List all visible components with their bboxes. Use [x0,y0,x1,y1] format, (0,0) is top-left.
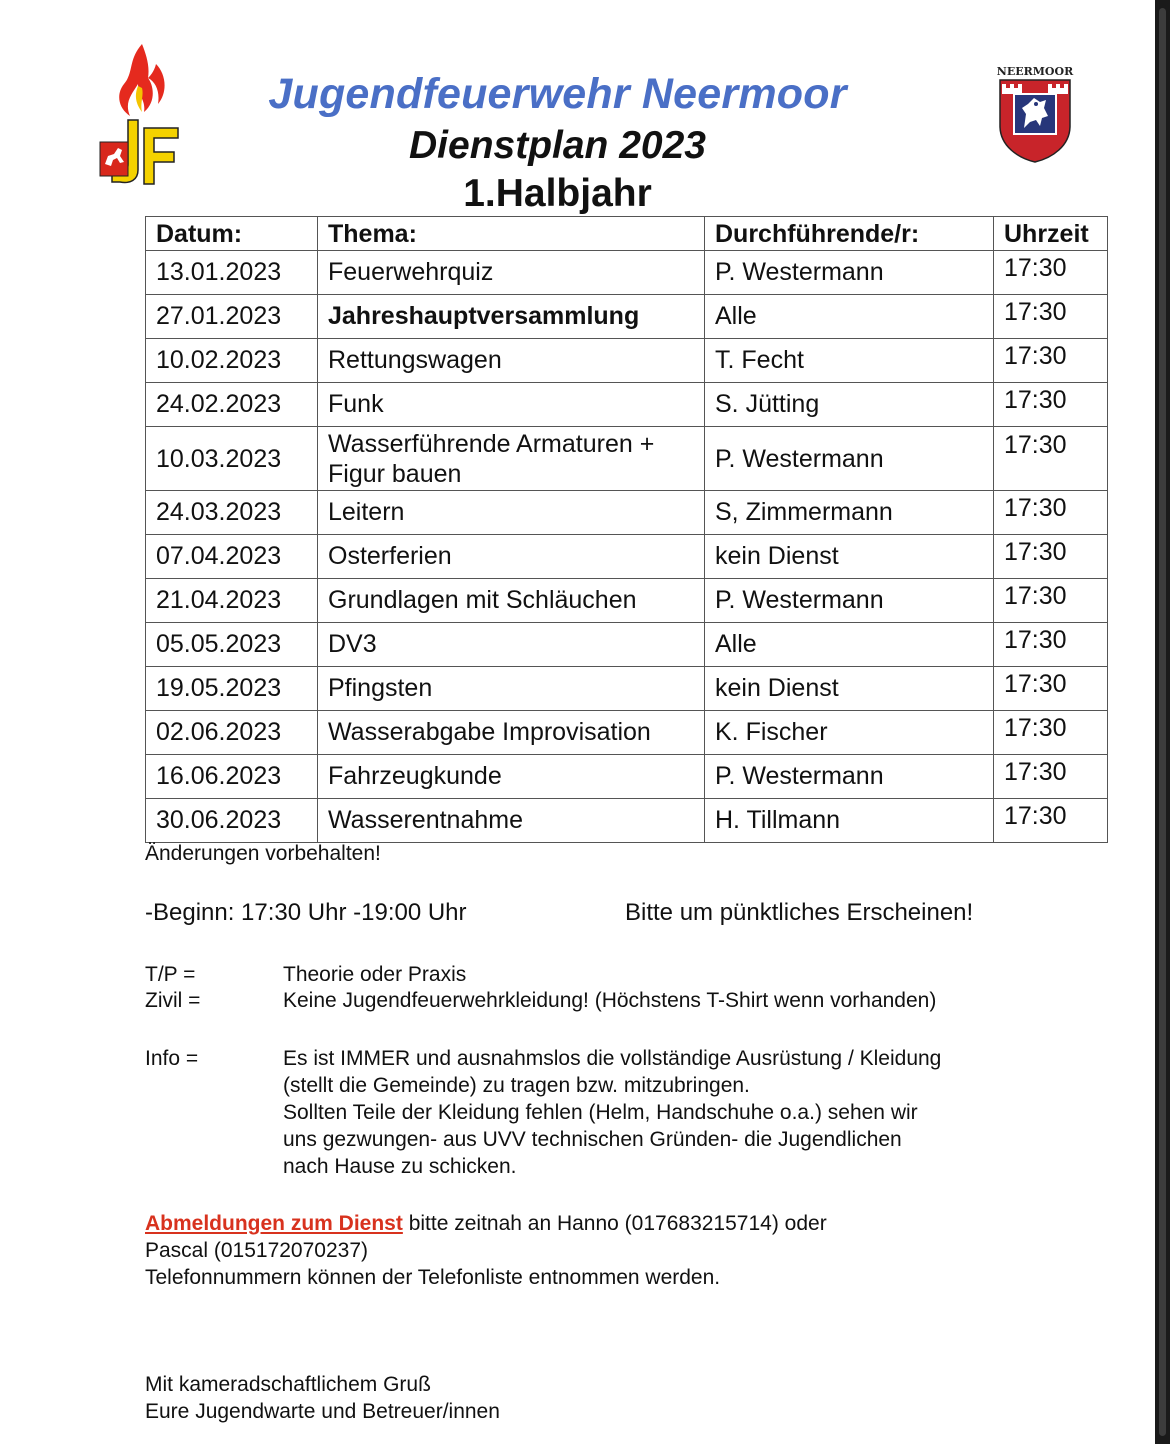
cell-topic: Pfingsten [318,667,705,711]
abmeldung-rest: bitte zeitnah an Hanno (017683215714) oder [402,1212,827,1235]
cell-lead: H. Tillmann [705,799,994,843]
table-row [146,535,1108,579]
cell-lead: Alle [705,295,994,339]
table-row [146,383,1108,427]
cell-topic: Rettungswagen [318,339,705,383]
cell-time: 17:30 [994,339,1108,383]
header-time: Uhrzeit [994,217,1108,251]
organization-title: Jugendfeuerwehr Neermoor [268,70,847,118]
cell-date: 19.05.2023 [146,667,318,711]
cell-topic: Fahrzeugkunde [318,755,705,799]
cell-topic: Wasserentnahme [318,799,705,843]
table-row [146,755,1108,799]
abmeldung-line [145,1210,827,1237]
cell-time: 17:30 [994,579,1108,623]
table-row [146,339,1108,383]
table-row [146,667,1108,711]
tp-label: T/P = [145,963,196,986]
scrollbar-thumb[interactable] [1159,8,1166,1436]
cell-date: 24.03.2023 [146,491,318,535]
table-row [146,295,1108,339]
table-row [146,579,1108,623]
cell-time: 17:30 [994,755,1108,799]
cell-lead: S, Zimmermann [705,491,994,535]
info-line: uns gezwungen- aus UVV technischen Gründen- die Jugendlichen [283,1128,902,1151]
plan-title: Dienstplan 2023 [409,124,706,167]
cell-lead: P. Westermann [705,755,994,799]
coat-of-arms-label: NEERMOOR [996,65,1074,78]
zivil-label: Zivil = [145,989,201,1012]
info-line: Es ist IMMER und ausnahmslos die vollständige Ausrüstung / Kleidung [283,1047,942,1070]
header-topic: Thema: [318,217,705,251]
cell-time: 17:30 [994,623,1108,667]
cell-date: 02.06.2023 [146,711,318,755]
cell-lead: S. Jütting [705,383,994,427]
cell-date: 27.01.2023 [146,295,318,339]
cell-time: 17:30 [994,295,1108,339]
cell-topic: Funk [318,383,705,427]
greeting: Mit kameradschaftlichem Gruß [145,1373,431,1396]
cell-date: 21.04.2023 [146,579,318,623]
schedule-table [145,216,1108,843]
cell-date: 10.03.2023 [146,427,318,491]
cell-topic: DV3 [318,623,705,667]
header-lead: Durchführende/r: [705,217,994,251]
table-row [146,799,1108,843]
table-row [146,427,1108,491]
table-row [146,491,1108,535]
cell-date: 13.01.2023 [146,251,318,295]
cell-topic: Osterferien [318,535,705,579]
abmeldung-phone: Pascal (015172070237) [145,1239,369,1262]
table-row [146,251,1108,295]
vertical-scrollbar[interactable] [1155,0,1170,1444]
cell-lead: P. Westermann [705,251,994,295]
cell-lead: P. Westermann [705,427,994,491]
cell-date: 30.06.2023 [146,799,318,843]
cell-date: 24.02.2023 [146,383,318,427]
cell-topic: Jahreshauptversammlung [318,295,705,339]
zivil-text: Keine Jugendfeuerwehrkleidung! (Höchstens T-Shirt wenn vorhanden) [283,989,937,1012]
cell-date: 10.02.2023 [146,339,318,383]
table-row [146,623,1108,667]
table-row [146,711,1108,755]
info-label: Info = [145,1047,199,1070]
changes-notice: Änderungen vorbehalten! [145,842,381,865]
cell-topic: Wasserabgabe Improvisation [318,711,705,755]
cell-time: 17:30 [994,799,1108,843]
cell-topic: Leitern [318,491,705,535]
cell-lead: Alle [705,623,994,667]
half-year-title: 1.Halbjahr [463,172,652,215]
cell-lead: K. Fischer [705,711,994,755]
table-header-row [146,217,1108,251]
cell-lead: kein Dienst [705,535,994,579]
cell-date: 05.05.2023 [146,623,318,667]
tp-text: Theorie oder Praxis [283,963,467,986]
cell-date: 07.04.2023 [146,535,318,579]
cell-lead: T. Fecht [705,339,994,383]
abmeldung-link[interactable]: Abmeldungen zum Dienst [145,1212,403,1235]
cell-time: 17:30 [994,427,1108,491]
begin-time: -Beginn: 17:30 Uhr -19:00 Uhr [145,899,467,926]
cell-time: 17:30 [994,383,1108,427]
cell-topic: Grundlagen mit Schläuchen [318,579,705,623]
phone-list-note: Telefonnummern können der Telefonliste entnommen werden. [145,1266,721,1289]
cell-topic: Wasserführende Armaturen + Figur bauen [318,427,705,491]
cell-lead: P. Westermann [705,579,994,623]
cell-time: 17:30 [994,491,1108,535]
signature: Eure Jugendwarte und Betreuer/innen [145,1400,500,1423]
cell-time: 17:30 [994,711,1108,755]
info-line: nach Hause zu schicken. [283,1155,517,1178]
info-line: Sollten Teile der Kleidung fehlen (Helm, Handschuhe o.a.) sehen wir [283,1101,918,1124]
cell-date: 16.06.2023 [146,755,318,799]
cell-lead: kein Dienst [705,667,994,711]
punctuality-notice: Bitte um pünktliches Erscheinen! [625,899,974,926]
cell-time: 17:30 [994,667,1108,711]
cell-topic: Feuerwehrquiz [318,251,705,295]
cell-time: 17:30 [994,251,1108,295]
info-line: (stellt die Gemeinde) zu tragen bzw. mitzubringen. [283,1074,750,1097]
header-date: Datum: [146,217,318,251]
cell-time: 17:30 [994,535,1108,579]
